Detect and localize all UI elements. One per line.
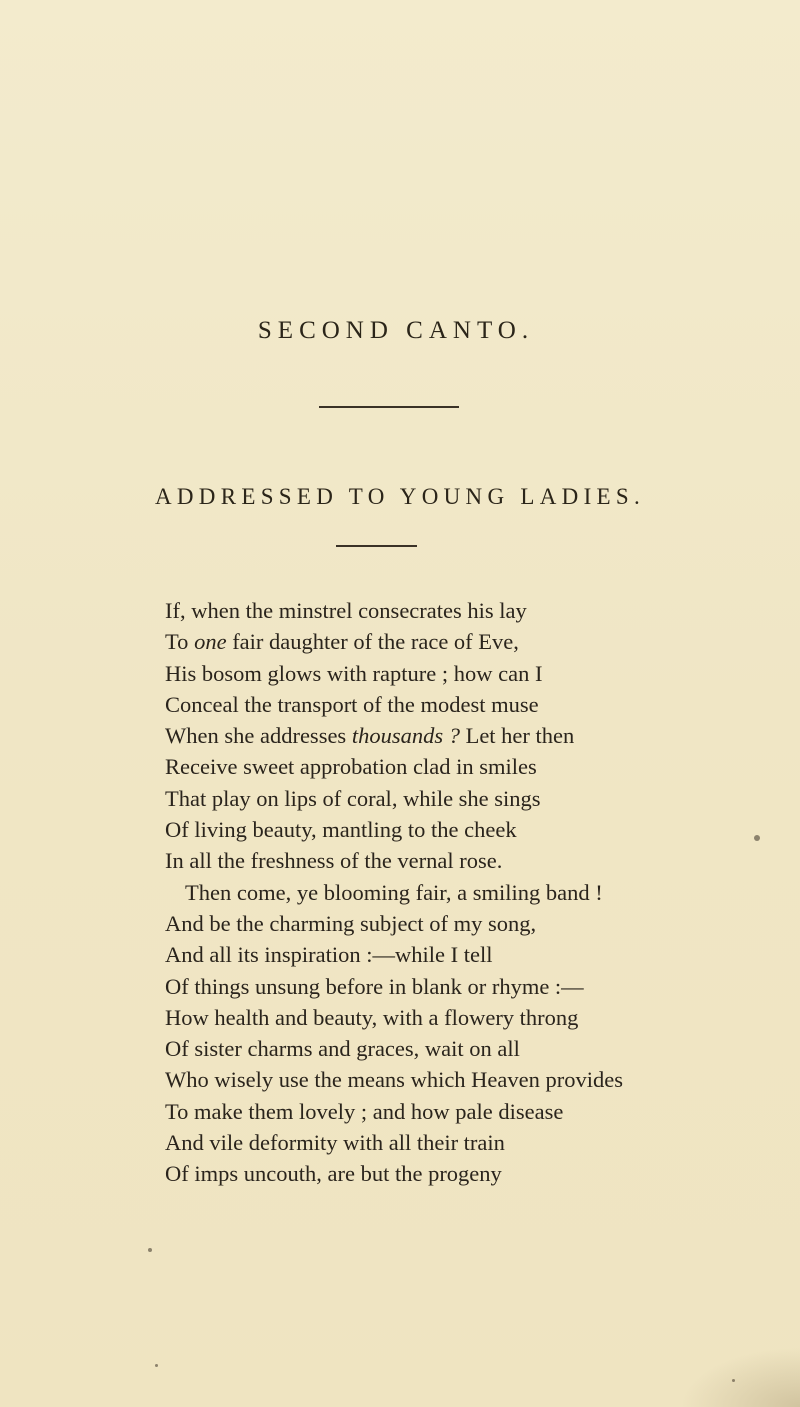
poem-line: Of imps uncouth, are but the progeny bbox=[165, 1161, 502, 1187]
poem-line: Then come, ye blooming fair, a smiling band ! bbox=[185, 879, 603, 905]
subtitle-rule bbox=[336, 545, 417, 547]
poem-line: Of sister charms and graces, wait on all bbox=[165, 1036, 520, 1062]
poem-line: In all the freshness of the vernal rose. bbox=[165, 848, 503, 874]
poem-line: When she addresses thousands ? Let her then bbox=[165, 723, 575, 749]
canto-subtitle: ADDRESSED TO YOUNG LADIES. bbox=[154, 484, 646, 509]
poem-text bbox=[165, 595, 765, 1190]
poem-line: Of living beauty, mantling to the cheek bbox=[165, 817, 517, 843]
poem-line: His bosom glows with rapture ; how can I bbox=[165, 660, 543, 686]
page-edge-shadow bbox=[680, 1347, 800, 1407]
poem-line: That play on lips of coral, while she sings bbox=[165, 785, 541, 811]
poem-line: How health and beauty, with a flowery throng bbox=[165, 1004, 579, 1030]
poem-line: To one fair daughter of the race of Eve, bbox=[165, 629, 519, 655]
canto-title: SECOND CANTO. bbox=[257, 317, 535, 344]
poem-line: Receive sweet approbation clad in smiles bbox=[165, 754, 537, 780]
poem-line: If, when the minstrel consecrates his lay bbox=[165, 598, 527, 623]
paper-speck bbox=[754, 835, 760, 841]
paper-speck bbox=[155, 1364, 158, 1367]
poem-line: And vile deformity with all their train bbox=[165, 1130, 505, 1156]
poem-line: And be the charming subject of my song, bbox=[165, 910, 537, 936]
poem-line: Conceal the transport of the modest muse bbox=[165, 691, 539, 717]
poem-line: And all its inspiration :—while I tell bbox=[165, 942, 493, 968]
poem-line: Who wisely use the means which Heaven provides bbox=[165, 1067, 623, 1093]
poem-line: To make them lovely ; and how pale disease bbox=[165, 1098, 564, 1124]
paper-speck bbox=[148, 1248, 152, 1252]
title-rule bbox=[319, 406, 459, 408]
poem-line: Of things unsung before in blank or rhyme :— bbox=[165, 973, 584, 999]
